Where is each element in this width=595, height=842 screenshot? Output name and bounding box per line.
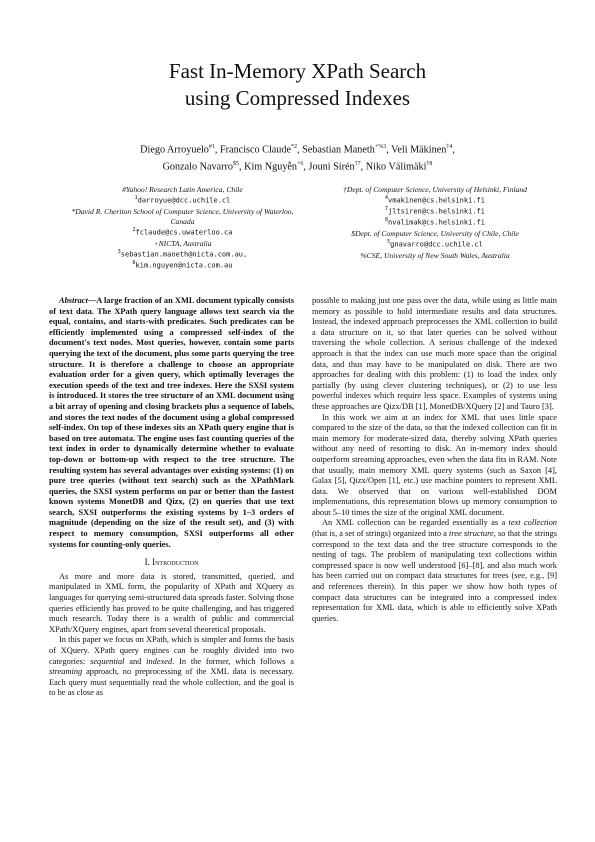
email-mark: 7	[385, 206, 389, 213]
affiliation-email	[60, 194, 305, 205]
affiliation	[60, 239, 305, 270]
abstract-text: —A large fraction of an XML document typically consists of text data. The XPath query language allows text search via the equal, contains, and starts-with predicates. Such predicates can be efficiently implemented using a compressed self-index of the document's text nodes. Most queries, however, contain some parts querying the text of the document, plus some parts querying the tree structure. It is therefore a challenge to choose an appropriate evaluation order for a given query, which optimally leverages the execution speeds of the text and tree indexes. Here the SXSI system is introduced. It stores the tree structure of an XML document using a bit array of opening and closing brackets plus a sequence of labels, and stores the text nodes of the document using a global compressed self-index. On top of these indexes sits an XPath query engine that is based on tree automata. The engine uses fast counting queries of the text index in order to dynamically determine whether to evaluate top-down or bottom-up with respect to the tree structure. The resulting system has several advantages over existing systems: (1) on pure tree queries (without text search) such as the XPathMark queries, the SXSI system performs on par or better than the fastest known systems MonetDB and Qizx, (2) on queries that use text search, SXSI outperforms the existing systems by 1–3 orders of magnitude (depending on the size of the result set), and (3) with respect to memory consumption, SXSI outperforms all other systems for counting-only queries.	[49, 296, 294, 549]
paragraph	[312, 518, 557, 624]
author-name: Diego Arroyuelo	[140, 144, 209, 156]
email-mark: 6	[132, 259, 136, 266]
text-run: . In the former, which follows a	[172, 656, 295, 666]
emphasis: streaming	[49, 667, 83, 677]
emphasis: sequential	[90, 656, 125, 666]
author-name: Veli Mäkinen	[391, 144, 447, 156]
text-run: In this paper we focus on XPath, which is simpler and forms the basis of XQuery. XPath query engines can be roughly divided into two categories:	[49, 635, 294, 666]
right-column	[312, 296, 557, 624]
affiliation-email	[60, 259, 305, 270]
author-mark: +%3	[374, 144, 387, 150]
email-address: nvalimak@cs.helsinki.fi	[388, 218, 485, 227]
affiliations-left	[60, 185, 305, 272]
email-mark: 3	[117, 249, 121, 256]
abstract	[49, 296, 294, 550]
text-run: and	[124, 656, 147, 666]
email-mark: 1	[134, 195, 138, 202]
email-address: vmakinen@cs.helsinki.fi	[388, 196, 485, 205]
author-name: Francisco Claude	[220, 144, 292, 156]
affiliation-institution: †Dept. of Computer Science, University of Helsinki, Finland	[343, 185, 527, 194]
author-mark: *2	[291, 144, 298, 150]
author-list	[60, 140, 535, 175]
author-mark: †8	[426, 161, 433, 168]
author-mark: $5	[233, 161, 240, 168]
author-mark: †7	[354, 161, 361, 168]
affiliation-email	[310, 216, 560, 227]
affiliation-institution: +NICTA, Australia	[153, 238, 212, 248]
affiliation	[310, 185, 560, 227]
email-address: fclaude@cs.uwaterloo.ca	[135, 228, 233, 237]
author-name: Kim Nguyễn	[244, 161, 298, 173]
email-mark: 4	[385, 195, 389, 202]
affiliation-institution: $Dept. of Computer Science, University of Chile, Chile	[351, 228, 519, 238]
email-address: gnavarro@dcc.uchile.cl	[390, 240, 483, 249]
email-mark: 5	[387, 239, 391, 246]
affiliation	[60, 207, 305, 237]
paragraph	[49, 635, 294, 699]
author-mark: #1	[208, 144, 215, 150]
paper-title	[0, 58, 595, 112]
email-address: jltsiren@cs.helsinki.fi	[388, 207, 485, 216]
affiliation-email	[310, 238, 560, 249]
text-run: approach, no preprocessing of the XML data is necessary. Each query must sequentially read the whole collection, and the goal is to be as close as	[49, 667, 294, 698]
affiliation	[60, 185, 305, 205]
affiliation-email	[310, 205, 560, 216]
email-address: sebastian.maneth@nicta.com.au,	[120, 250, 248, 259]
title-line-2: using Compressed Indexes	[184, 86, 411, 110]
emphasis: text collection	[508, 518, 557, 528]
affiliations-right	[310, 185, 560, 262]
author-name: Sebastian Maneth	[302, 144, 375, 156]
author-name: Gonzalo Navarro	[162, 161, 234, 173]
affiliation-email	[60, 248, 305, 259]
left-column	[49, 296, 294, 699]
text-run: , so that the strings correspond to the text data and the tree structure corresponds to the nesting of tags. The problem of manipulating text collections within compressed space is now well understood [6]–[8], and also much work has been carried out on compact data structures for trees (see, e.g., [9] and references therein). In this paper we show how both types of compact data structures can be integrated into a compressed index representation for XML data, which is able to efficiently solve XPath queries.	[312, 529, 557, 623]
author-name: Jouni Sirén	[308, 161, 355, 173]
section-heading: I. Introduction	[144, 557, 199, 568]
authors-line-1: Diego Arroyuelo$^{\#1}$, Francisco Claude$^{*2}$, Sebastian Maneth$^{+\%3}$, Veli Mäkinen$^{\dagger 4}$,	[140, 144, 455, 156]
paragraph: In this work we aim at an index for XML that uses little space compared to the size of the data, so that the indexed collection can fit in main memory for moderate-sized data, thereby solving XPath queries without any need of resorting to disk. An in-memory index should outperform streaming approaches, even when the data fits in RAM. Note that usually, main memory XML query systems (such as Saxon [4], Galax [5], Qizx/Open [1], etc.) use machine pointers to represent XML data. We observed that on various well-established DOM implementations, this representation blows up memory consumption to about 5–10 times the size of the original XML document.	[312, 412, 557, 517]
emphasis: tree structure	[449, 529, 494, 539]
affiliation-email	[60, 226, 305, 237]
author-mark: †4	[446, 144, 453, 150]
affiliation-institution: #Yahoo! Research Latin America, Chile	[122, 185, 243, 194]
affiliation-institution: %CSE, University of New South Wales, Australia	[360, 250, 510, 260]
emphasis: indexed	[146, 656, 173, 666]
affiliation	[310, 229, 560, 249]
author-mark: +6	[297, 161, 304, 168]
text-run: (that is, a set of strings) organized into a	[312, 529, 449, 539]
paragraph: As more and more data is stored, transmitted, queried, and manipulated in XML form, the popularity of XPath and XQuery as languages for querying semi-structured data spreads faster. Solving those queries efficiently has proved to be quite challenging, and has triggered much research. Today there is a wealth of public and commercial XPath/XQuery engines, apart from several theoretical proposals.	[49, 571, 294, 634]
email-mark: 8	[385, 216, 389, 223]
title-line-1: Fast In-Memory XPath Search	[168, 59, 427, 83]
affiliation	[310, 251, 560, 260]
paragraph: possible to making just one pass over the data, while using as little main memory as possible to hold intermediate results and data structures. Instead, the indexed approach preprocesses the XML collection to build a data structure on it, so that later queries can be solved without traversing the whole collection. A serious challenge of the indexed approach is that the index can use much more space than the original data, and thus may have to be manipulated on disk. There are two approaches for dealing with this problem: (1) to load the index only partially (by using clever clustering techniques), or (2) to use less powerful indexes which require less space. Examples of systems using these approaches are Qizx/DB [1], MonetDB/XQuery [2] and Tauro [3].	[312, 296, 557, 411]
email-address: kim.nguyen@nicta.com.au	[135, 261, 233, 270]
affiliation-email	[310, 194, 560, 205]
email-address: darroyue@dcc.uchile.cl	[137, 196, 231, 205]
email-mark: 2	[132, 226, 136, 233]
affiliation-institution: *David R. Cheriton School of Computer Science, University of Waterloo, Canada	[71, 207, 294, 226]
author-name: Niko Välimäki	[365, 161, 427, 173]
text-run: An XML collection can be regarded essentially as a	[322, 518, 509, 528]
authors-line-2: Gonzalo Navarro$^{\$5}$, Kim Nguyễn$^{+6}$, Jouni Sirén$^{\dagger 7}$, Niko Välimäki$^{\dagger 8}$	[162, 161, 433, 173]
abstract-label: Abstract	[59, 296, 88, 305]
